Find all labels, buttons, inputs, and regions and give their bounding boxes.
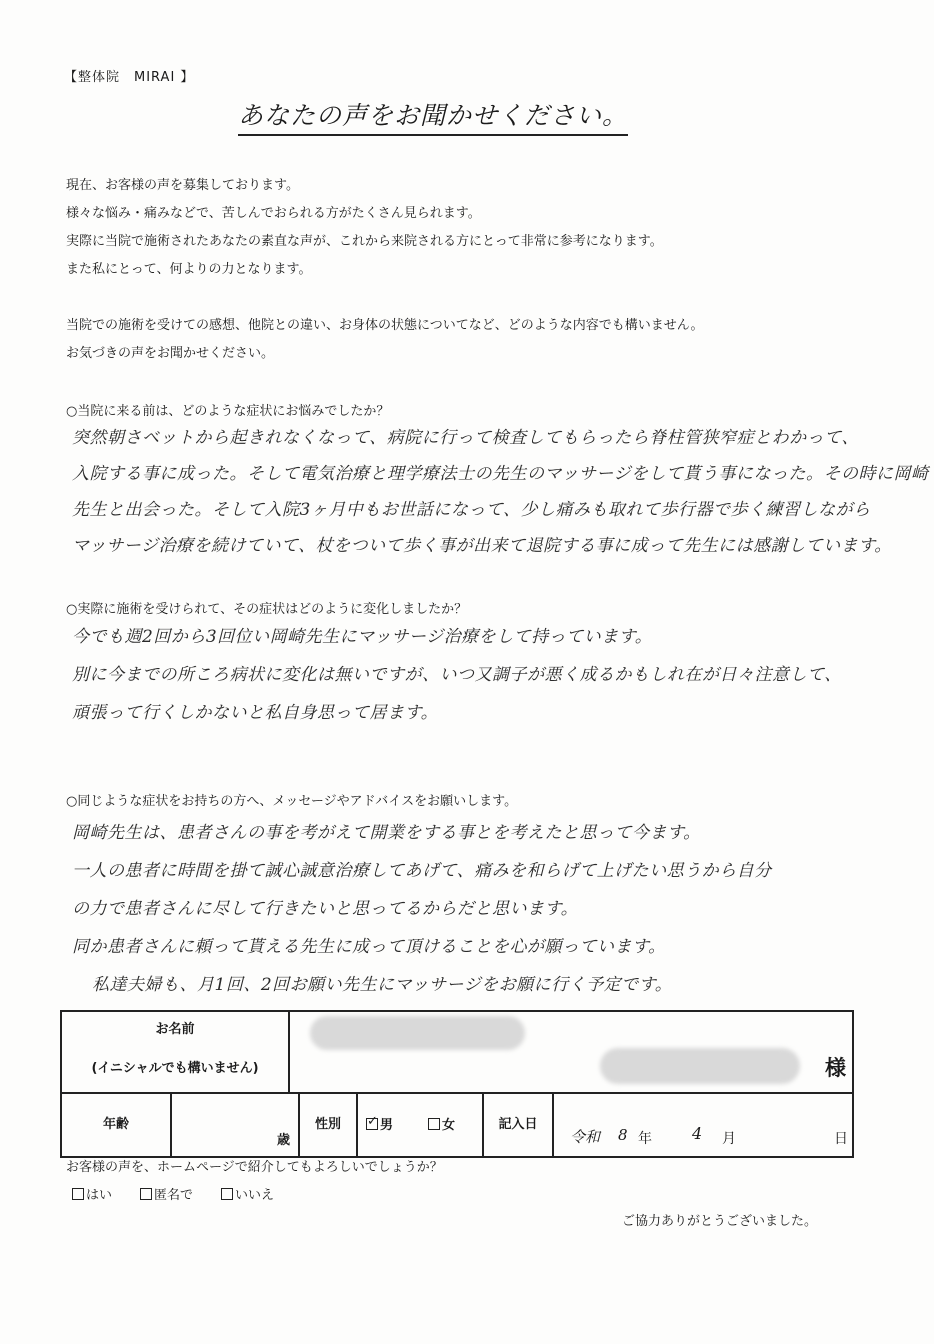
option-label: いいえ — [235, 1188, 275, 1203]
page-title: あなたの声をお聞かせください。 — [238, 96, 628, 136]
name-label-cell — [62, 1012, 290, 1092]
date-field[interactable] — [554, 1094, 852, 1156]
handwritten-line: 岡崎先生は、患者さんの事を考がえて開業をする事とを考えたと思って今ます。 — [72, 823, 701, 843]
checkbox-icon[interactable] — [428, 1118, 440, 1130]
name-row — [62, 1012, 852, 1094]
handwritten-line: 別に今までの所ころ病状に変化は無いですが、いつ又調子が悪く成るかもしれ在が日々注意して、 — [72, 665, 842, 685]
handwritten-line: 突然朝さベットから起きれなくなって、病院に行って検査してもらったら脊柱管狭窄症とわかって、 — [72, 428, 859, 448]
answer-3 — [72, 814, 872, 1004]
date-era: 令和 — [570, 1128, 601, 1146]
male-label: 男 — [380, 1118, 394, 1133]
respondent-info-table — [60, 1010, 854, 1158]
clinic-name: 【整体院 MIRAI 】 — [64, 70, 195, 85]
answer-2 — [72, 618, 872, 732]
permission-question: お客様の声を、ホームページで紹介してもよろしいでしょうか？ — [66, 1160, 443, 1175]
question-3: ○同じような症状をお持ちの方へ、メッセージやアドバイスをお願いします。 — [66, 794, 518, 809]
option-label: 匿名で — [154, 1188, 194, 1203]
checkbox-icon[interactable] — [140, 1188, 152, 1200]
permission-options — [72, 1184, 274, 1203]
checked-box-icon[interactable] — [366, 1118, 378, 1130]
redacted-name — [310, 1016, 525, 1050]
details-row — [62, 1094, 852, 1156]
date-month: 4 — [692, 1124, 703, 1143]
intro-line: 様々な悩み・痛みなどで、苦しんでおられる方がたくさん見られます。 — [66, 206, 481, 221]
question-2: ○実際に施術を受けられて、その症状はどのように変化しましたか？ — [66, 602, 468, 617]
age-unit: 歳 — [276, 1133, 290, 1148]
handwritten-line: の力で患者さんに尽して行きたいと思ってるからだと思います。 — [72, 899, 579, 919]
intro-line: 現在、お客様の声を募集しております。 — [66, 178, 299, 193]
question-1: ○当院に来る前は、どのような症状にお悩みでしたか？ — [66, 404, 390, 419]
name-label: お名前 — [155, 1022, 195, 1037]
year-unit: 年 — [638, 1131, 652, 1147]
sex-field — [358, 1094, 484, 1156]
checkbox-icon[interactable] — [221, 1188, 233, 1200]
month-unit: 月 — [722, 1131, 736, 1147]
handwritten-line: 同か患者さんに頼って貰える先生に成って頂けることを心が願っています。 — [72, 937, 666, 957]
female-option[interactable] — [428, 1114, 455, 1133]
handwritten-line: 一人の患者に時間を掛て誠心誠意治療してあげて、痛みを和らげて上げたい思うから自分 — [72, 861, 772, 881]
day-unit: 日 — [834, 1131, 848, 1147]
option-no[interactable] — [221, 1184, 274, 1203]
age-label: 年齢 — [62, 1094, 172, 1156]
option-label: はい — [86, 1188, 113, 1203]
intro-line: お気づきの声をお聞かせください。 — [66, 346, 275, 361]
intro-text-2 — [66, 312, 704, 368]
handwritten-line: マッサージ治療を続けていて、杖をついて歩く事が出来て退院する事に成って先生には感謝しています。 — [72, 536, 892, 556]
option-anonymous[interactable] — [140, 1184, 193, 1203]
sex-label: 性別 — [300, 1094, 358, 1156]
answer-1 — [72, 420, 929, 564]
intro-line: 実際に当院で施術されたあなたの素直な声が、これから来院される方にとって非常に参考になります。 — [66, 234, 663, 249]
female-label: 女 — [442, 1118, 456, 1133]
male-option[interactable] — [366, 1114, 393, 1133]
name-sub-label: (イニシャルでも構いません) — [91, 1061, 259, 1076]
handwritten-line: 入院する事に成った。そして電気治療と理学療法士の先生のマッサージをして貰う事になった。その時に岡崎 — [72, 464, 929, 484]
date-label: 記入日 — [484, 1094, 554, 1156]
honorific: 様 — [825, 1056, 846, 1080]
checkbox-icon[interactable] — [72, 1188, 84, 1200]
thanks-message: ご協力ありがとうございました。 — [622, 1214, 818, 1229]
age-field[interactable] — [172, 1094, 300, 1156]
name-field[interactable] — [290, 1012, 852, 1092]
intro-line: また私にとって、何よりの力となります。 — [66, 262, 312, 277]
option-yes[interactable] — [72, 1184, 112, 1203]
handwritten-line: 先生と出会った。そして入院3ヶ月中もお世話になって、少し痛みも取れて歩行器で歩く練習しながら — [72, 500, 871, 520]
date-year: 8 — [618, 1126, 628, 1144]
handwritten-line: 頑張って行くしかないと私自身思って居ます。 — [72, 703, 439, 723]
handwritten-line: 私達夫婦も、月1回、2回お願い先生にマッサージをお願に行く予定です。 — [92, 975, 673, 995]
redacted-name — [600, 1048, 800, 1084]
intro-line: 当院での施術を受けての感想、他院との違い、お身体の状態についてなど、どのような内容でも構いません。 — [66, 318, 704, 333]
handwritten-line: 今でも週2回から3回位い岡崎先生にマッサージ治療をして持っています。 — [72, 627, 653, 647]
intro-text — [66, 172, 663, 284]
